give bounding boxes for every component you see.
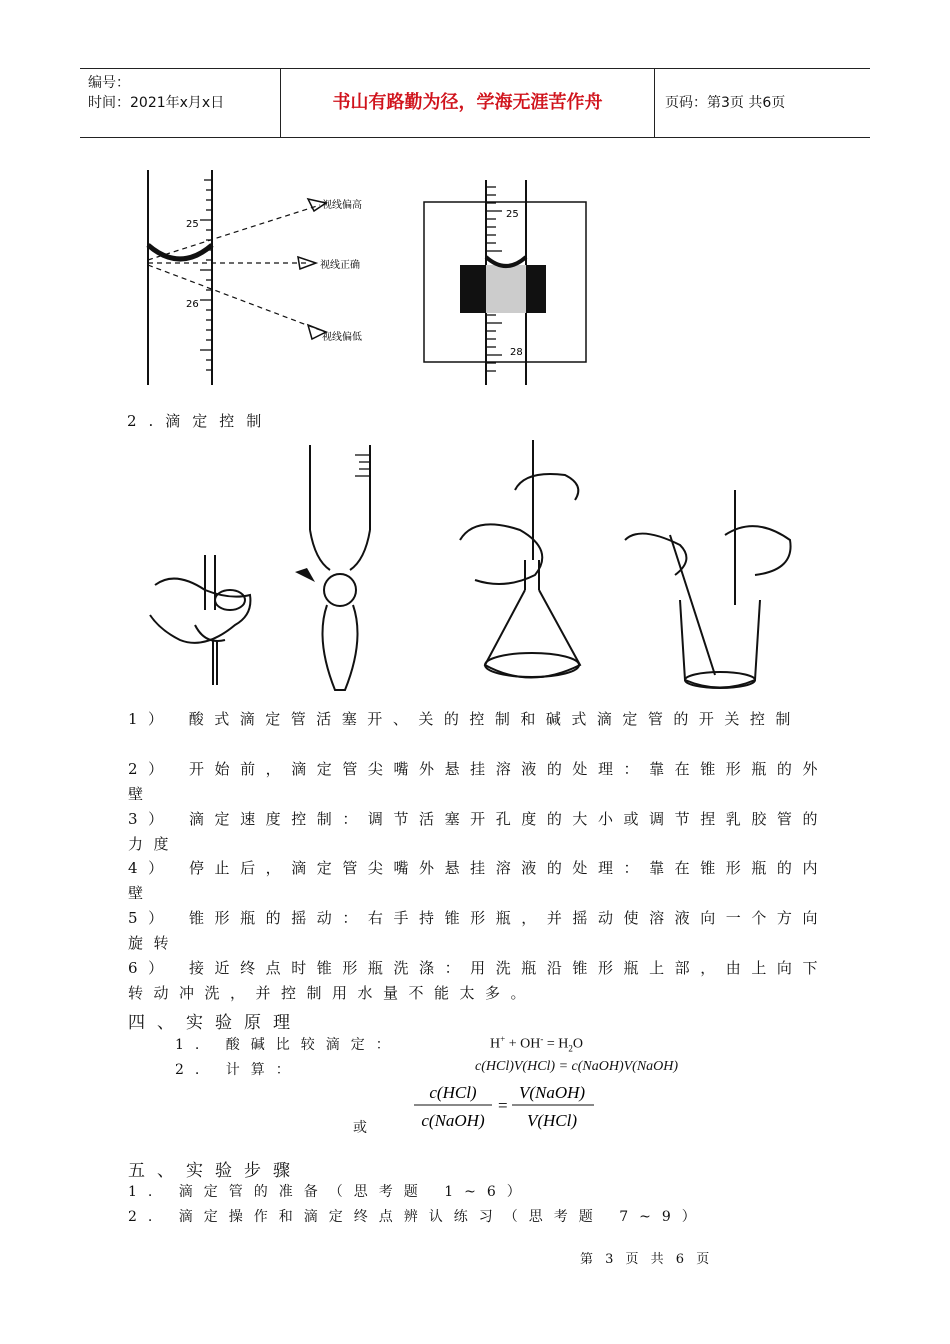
principle-line2-label: 2. 计算： [175,1062,301,1078]
header-info-cell [80,69,281,137]
right-tick-25: 25 [506,209,519,220]
principle-line1-equation [490,1034,583,1053]
burette-reading-figure [140,165,610,390]
frac-left-num: c(HCl) [429,1083,477,1102]
time-label: 时间：2021年x月x日 [88,95,225,111]
section2-title: 2.滴定控制 [127,412,274,430]
item-3: 3） 滴定速度控制：调节活塞开孔度的大小或调节捏乳胶管的力度 [128,810,828,853]
section5-title: 五、实验步骤 [128,1161,302,1181]
section4-title: 四、实验原理 [128,1013,302,1033]
item-4: 4） 停止后，滴定管尖嘴外悬挂溶液的处理：靠在锥形瓶的内壁 [128,859,828,902]
eq-equals-h: = H [543,1036,569,1052]
titration-control-figure [135,440,815,700]
page-footer: 第 3 页 共 6 页 [580,1252,714,1267]
principle-line1-label: 1. 酸碱比较滴定： [175,1037,401,1053]
eq-plus: + [500,1034,506,1044]
eq-sub2: 2 [568,1043,573,1054]
frac-right-num: V(NaOH) [518,1083,586,1102]
label-high: 视线偏高 [322,200,362,211]
label-correct: 视线正确 [320,260,360,271]
svg-text:=: = [498,1096,508,1115]
step-1: 1. 滴定管的准备（思考题 1~6） [128,1184,532,1200]
eq-o: O [572,1036,583,1052]
item-1: 1） 酸式滴定管活塞开、关的控制和碱式滴定管的开关控制 [128,710,801,728]
page-header [80,68,870,138]
step-2: 2. 滴定操作和滴定终点辨认练习（思考题 7~9） [128,1209,707,1225]
left-tick-25: 25 [186,219,199,230]
eq-oh: + OH [505,1036,541,1052]
principle-line2-equation: c(HCl)V(HCl) = c(NaOH)V(NaOH) [475,1059,679,1074]
label-low: 视线偏低 [322,332,362,343]
eq-minus: - [540,1034,544,1044]
right-tick-28: 28 [510,347,523,358]
header-page-label: 页码：第3页 共6页 [665,95,786,111]
item-2: 2） 开始前，滴定管尖嘴外悬挂溶液的处理：靠在锥形瓶的外壁 [128,760,828,803]
eq-h: H [490,1036,501,1052]
number-label: 编号： [88,75,130,91]
or-label: 或 [353,1120,367,1136]
frac-left-den: c(NaOH) [421,1111,485,1130]
item-5: 5） 锥形瓶的摇动：右手持锥形瓶，并摇动使溶液向一个方向旋转 [128,909,828,952]
frac-right-den: V(HCl) [526,1111,578,1130]
ratio-formula [412,1078,602,1138]
item-6: 6） 接近终点时锥形瓶洗涤：用洗瓶沿锥形瓶上部，由上向下转动冲洗，并控制用水量不能太多。 [128,959,828,1002]
header-motto: 书山有路勤为径，学海无涯苦作舟 [281,69,655,137]
left-tick-26: 26 [186,299,199,310]
